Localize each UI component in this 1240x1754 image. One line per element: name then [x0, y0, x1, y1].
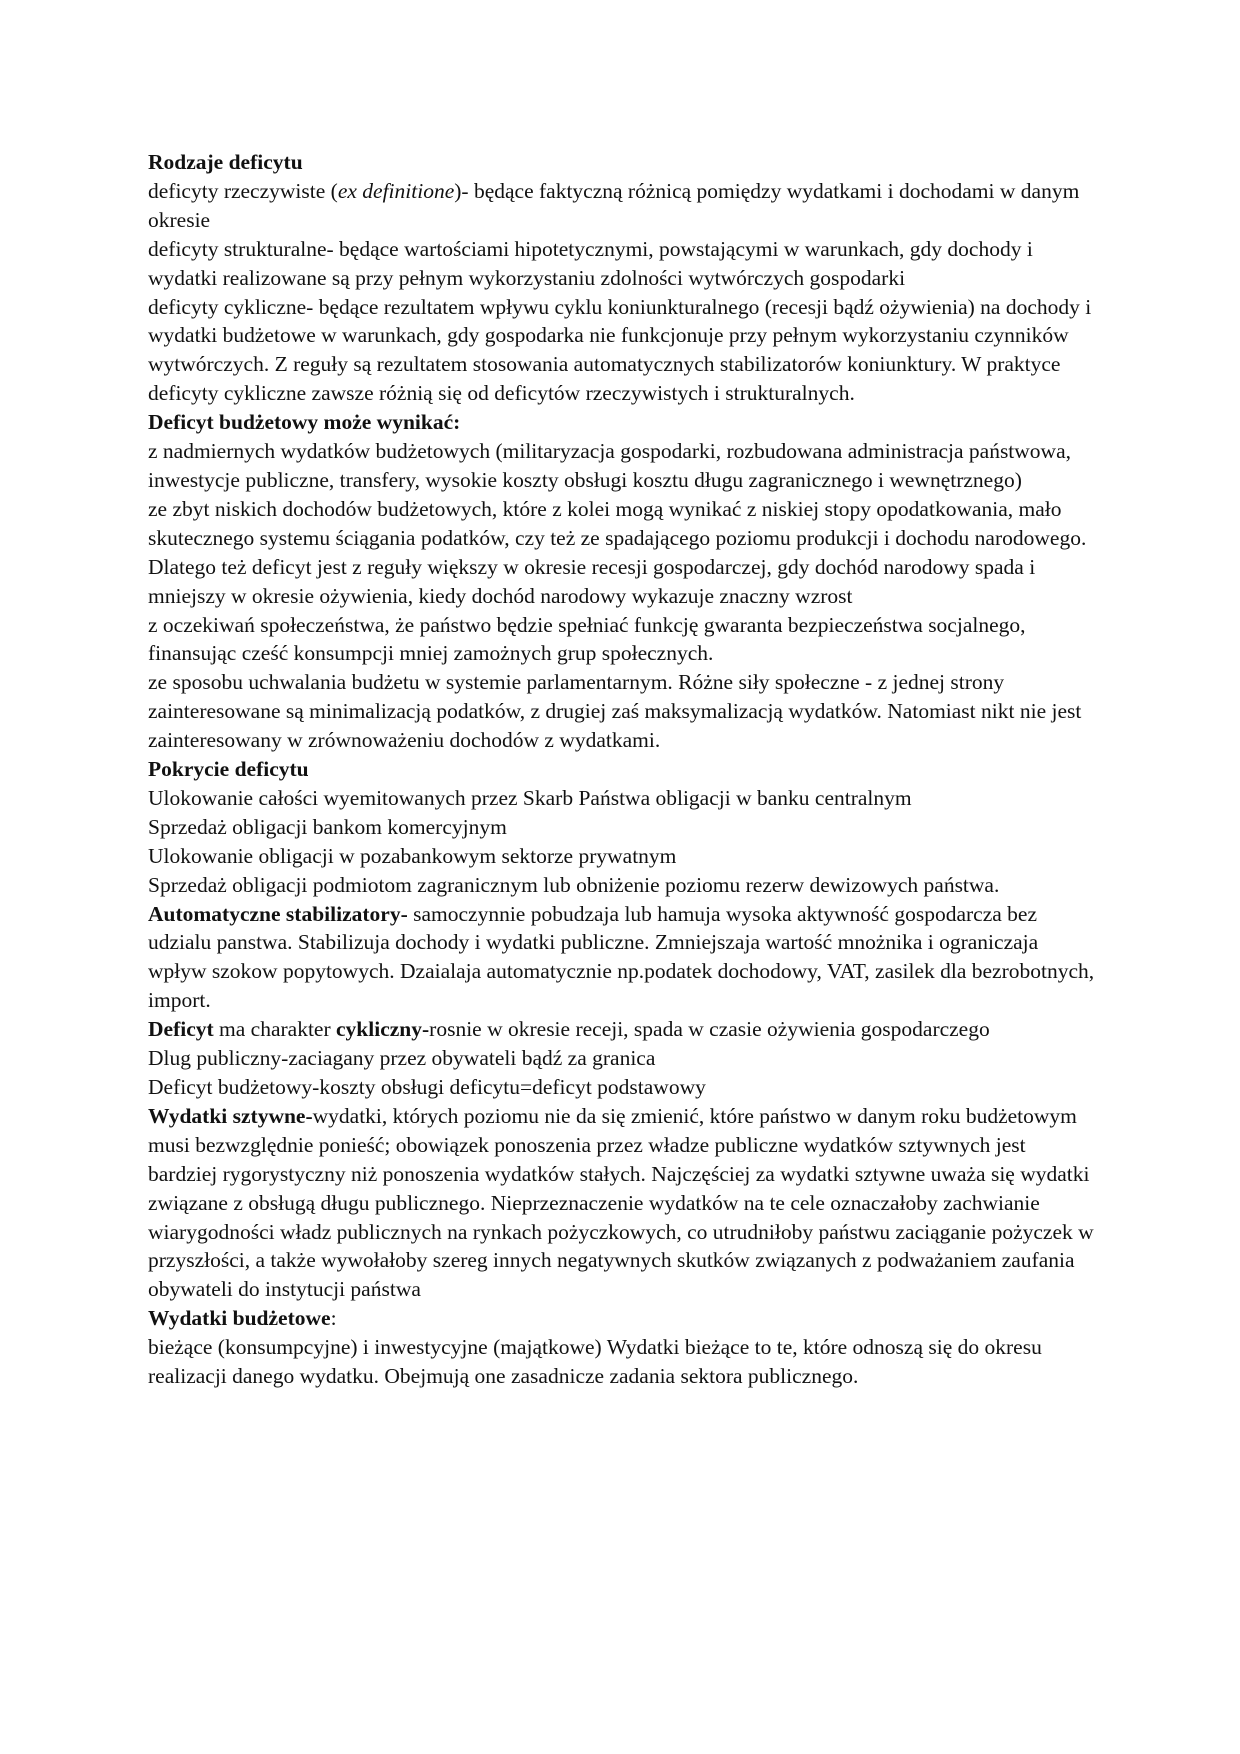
- paragraph-pokrycie-1: Ulokowanie całości wyemitowanych przez Skarb Państwa obligacji w banku centralnym: [148, 785, 912, 810]
- paragraph-wydatki-biezace: bieżące (konsumpcyjne) i inwestycyjne (majątkowe) Wydatki bieżące to te, które odnoszą się do okresu realizacji danego wydatku. Obejmują one zasadnicze zadania sektora publicznego.: [148, 1335, 1042, 1389]
- document-page: [148, 148, 1098, 1391]
- paragraph-pokrycie-4: Sprzedaż obligacji podmiotom zagranicznym lub obniżenie poziomu rezerw dewizowych państwa.: [148, 872, 1000, 897]
- term-deficyt: Deficyt: [148, 1017, 214, 1042]
- paragraph-oczekiwania: z oczekiwań społeczeństwa, że państwo będzie spełniać funkcję gwaranta bezpieczeństwa socjalnego, finansując cześć konsumpcji mniej zamożnych grup społecznych.: [148, 612, 1026, 666]
- paragraph-automatyczne-stabilizatory: Automatyczne stabilizatory- samoczynnie pobudzaja lub hamuja wysoka aktywność gospodarcza bez udzialu panstwa. Stabilizuja dochody i wydatki publiczne. Zmniejszaja wartość mnożnika i ograniczaja wpływ szokow popytowych. Dzaialaja automatycznie np.podatek dochodowy, VAT, zasilek dla bezrobotnych, import.: [148, 901, 1095, 1013]
- paragraph-uchwalanie-budzetu: ze sposobu uchwalania budżetu w systemie parlamentarnym. Różne siły społeczne - z jednej strony zainteresowane są minimalizacją podatków, z drugiej zaś maksymalizacją wydatków. Natomiast nikt nie jest zainteresowany w zrównoważeniu dochodów z wydatkami.: [148, 670, 1082, 753]
- term-cykliczny: cykliczny-: [336, 1017, 430, 1042]
- paragraph-wydatki-nadmierne: z nadmiernych wydatków budżetowych (militaryzacja gospodarki, rozbudowana administracja państwowa, inwestycje publiczne, transfery, wysokie koszty obsługi kosztu długu zagranicznego i wewnętrznego): [148, 439, 1071, 492]
- term-wydatki-sztywne: Wydatki sztywne-: [148, 1103, 313, 1128]
- italic-term: ex definitione: [337, 178, 455, 203]
- paragraph-dlug-publiczny: Dlug publiczny-zaciagany przez obywateli bądź za granica: [148, 1046, 656, 1071]
- paragraph-deficyt-cykliczny: Deficyt ma charakter cykliczny-rosnie w okresie receji, spada w czasie ożywienia gospodarczego: [148, 1017, 990, 1042]
- paragraph-deficyty-rzeczywiste: deficyty rzeczywiste (ex definitione)- będące faktyczną różnicą pomiędzy wydatkami i dochodami w danym okresie: [148, 178, 1080, 232]
- heading-pokrycie-deficytu: Pokrycie deficytu: [148, 757, 309, 782]
- paragraph-deficyty-cykliczne: deficyty cykliczne- będące rezultatem wpływu cyklu koniunkturalnego (recesji bądź ożywienia) na dochody i wydatki budżetowe w warunkach, gdy gospodarka nie funkcjonuje przy pełnym wykorzystaniu czynników wytwórczych. Z reguły są rezultatem stosowania automatycznych stabilizatorów koniunktury. W praktyce deficyty cykliczne zawsze różnią się od deficytów rzeczywistych i strukturalnych.: [148, 294, 1092, 406]
- heading-wydatki-budzetowe: Wydatki budżetowe:: [148, 1306, 337, 1331]
- paragraph-deficyty-strukturalne: deficyty strukturalne- będące wartościami hipotetycznymi, powstającymi w warunkach, gdy dochody i wydatki realizowane są przy pełnym wykorzystaniu zdolności wytwórczych gospodarki: [148, 236, 1033, 290]
- heading-rodzaje-deficytu: Rodzaje deficytu: [148, 150, 303, 174]
- paragraph-pokrycie-3: Ulokowanie obligacji w pozabankowym sektorze prywatnym: [148, 843, 677, 868]
- paragraph-dochody-niskie: ze zbyt niskich dochodów budżetowych, które z kolei mogą wynikać z niskiej stopy opodatkowania, mało skutecznego systemu ściągania podatków, czy też ze spadającego poziomu produkcji i dochodu narodowego. Dlatego też deficyt jest z reguły większy w okresie recesji gospodarczej, gdy dochód narodowy spada i mniejszy w okresie ożywienia, kiedy dochód narodowy wykazuje znaczny wzrost: [148, 496, 1087, 608]
- term-automatyczne-stabilizatory: Automatyczne stabilizatory-: [148, 901, 408, 926]
- paragraph-deficyt-podstawowy: Deficyt budżetowy-koszty obsługi deficytu=deficyt podstawowy: [148, 1075, 706, 1099]
- paragraph-wydatki-sztywne: Wydatki sztywne-wydatki, których poziomu nie da się zmienić, które państwo w danym roku budżetowym musi bezwzględnie ponieść; obowiązek ponoszenia przez władze publiczne wydatków sztywnych jest bardziej rygorystyczny niż ponoszenia wydatków stałych. Najczęściej za wydatki sztywne uważa się wydatki związane z obsługą długu publicznego. Nieprzeznaczenie wydatków na te cele oznaczałoby zachwianie wiarygodności władz publicznych na rynkach pożyczkowych, co utrudniłoby państwu zaciąganie pożyczek w przyszłości, a także wywołałoby szereg innych negatywnych skutków związanych z podważaniem zaufania obywateli do instytucji państwa: [148, 1103, 1094, 1302]
- paragraph-pokrycie-2: Sprzedaż obligacji bankom komercyjnym: [148, 814, 507, 839]
- heading-deficyt-wynikac: Deficyt budżetowy może wynikać:: [148, 410, 461, 435]
